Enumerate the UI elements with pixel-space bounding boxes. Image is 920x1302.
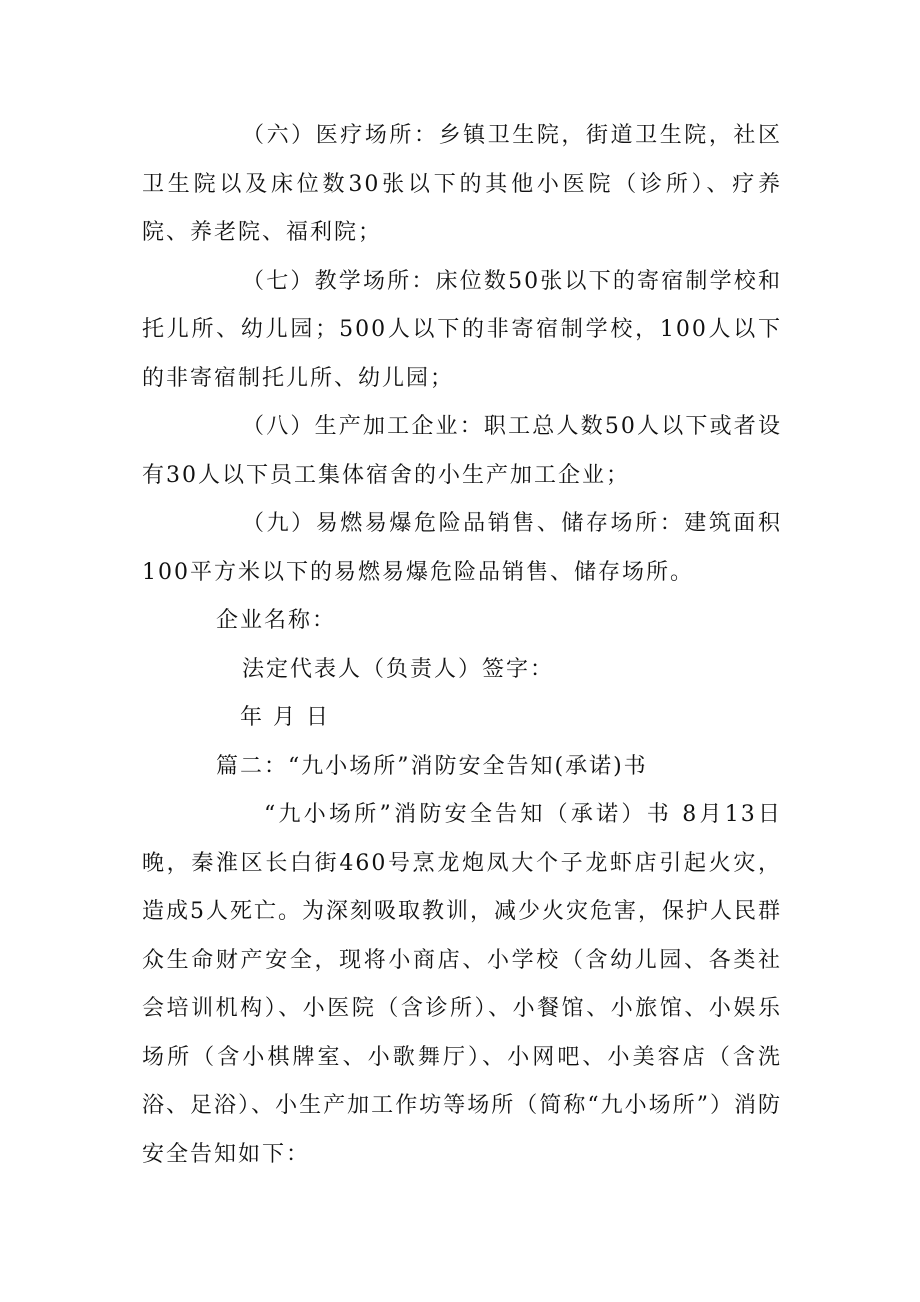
paragraph-hazardous-goods-venues: （九）易燃易爆危险品销售、储存场所：建筑面积100平方米以下的易燃易爆危险品销售、储存场所。 (142, 511, 782, 585)
company-name-label: 企业名称： (216, 608, 337, 633)
document-body (142, 112, 782, 1179)
paragraph-production-enterprises: （八）生产加工企业：职工总人数50人以下或者设有30人以下员工集体宿舍的小生产加工企业； (142, 414, 782, 488)
section-title: 篇二：“九小场所”消防安全告知(承诺)书 (216, 753, 648, 779)
paragraph-teaching-venues: （七）教学场所：床位数50张以下的寄宿制学校和托儿所、幼儿园；500人以下的非寄宿制学校，100人以下的非寄宿制托儿所、幼儿园； (142, 268, 782, 391)
signature-label: 法定代表人（负责人）签字： (242, 656, 555, 682)
paragraph-medical-venues: （六）医疗场所：乡镇卫生院，街道卫生院，社区卫生院以及床位数30张以下的其他小医院（诊所）、疗养院、养老院、福利院； (142, 123, 782, 245)
letter-body: “九小场所”消防安全告知（承诺）书 8月13日晚，秦淮区长白街460号烹龙炮凤大个子龙虾店引起火灾，造成5人死亡。为深刻吸取教训，减少火灾危害，保护人民群众生命财产安全，现将小商店、小学校（含幼儿园、各类社会培训机构）、小医院（含诊所）、小餐馆、小旅馆、小娱乐场所（含小棋牌室、小歌舞厅）、小网吧、小美容店（含洗浴、足浴）、小生产加工作坊等场所（简称“九小场所”）消防安全告知如下： (142, 802, 782, 1167)
date-label: 年 月 日 (240, 705, 330, 730)
